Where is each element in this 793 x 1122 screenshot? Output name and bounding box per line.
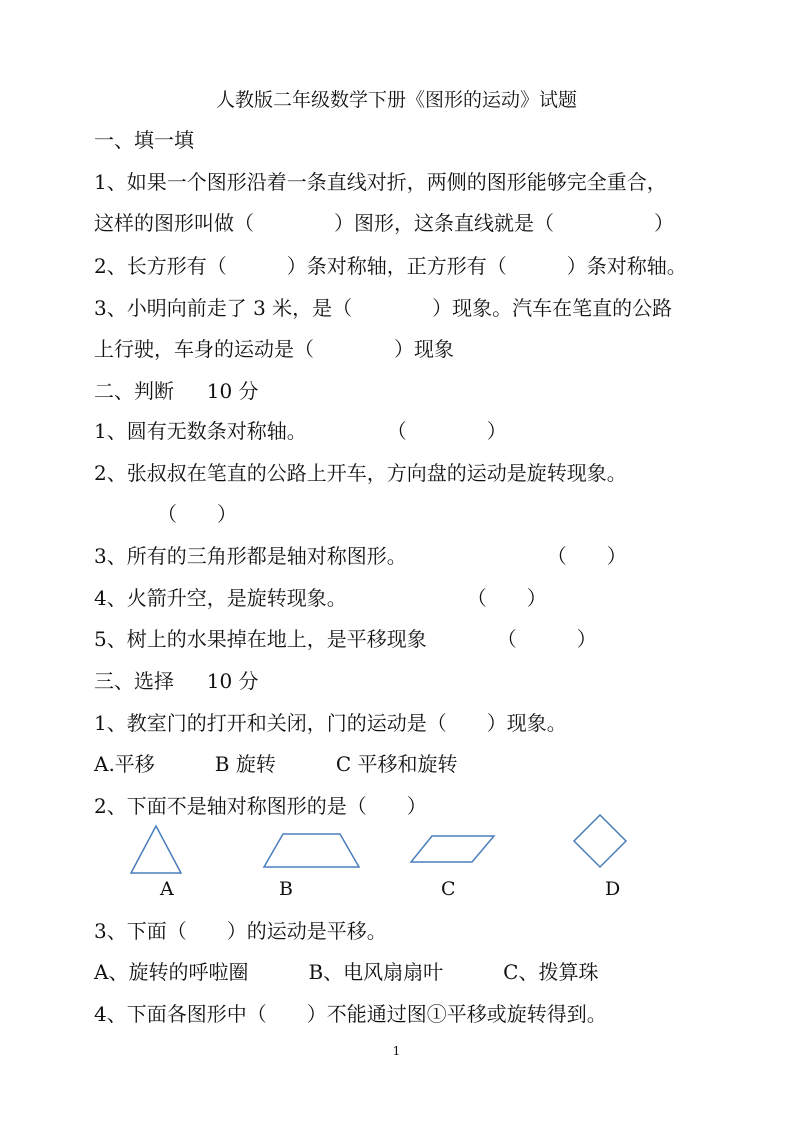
triangle-shape-a: [128, 824, 184, 876]
fill-question-1-line1: 1、如果一个图形沿着一条直线对折，两侧的图形能够完全重合，: [94, 170, 667, 194]
judge-question-1: 1、圆有无数条对称轴。 （ ）: [94, 419, 507, 443]
shape-label-d: D: [605, 878, 621, 900]
section-heading-judge: 二、判断 10 分: [94, 379, 259, 403]
judge-question-4: 4、火箭升空，是旋转现象。 （ ）: [94, 586, 547, 610]
fill-question-3-line1: 3、小明向前走了 3 米，是（ ）现象。汽车在笔直的公路: [94, 296, 673, 320]
shape-label-b: B: [279, 878, 293, 900]
fill-question-3-line2: 上行驶，车身的运动是（ ）现象: [94, 337, 454, 361]
trapezoid-shape-b: [261, 831, 363, 871]
choice-question-3-options: A、旋转的呼啦圈 B、电风扇扇叶 C、拨算珠: [94, 960, 599, 984]
choice-question-1-options: A.平移 B 旋转 C 平移和旋转: [94, 752, 458, 776]
fill-question-2: 2、长方形有（ ）条对称轴，正方形有（ ）条对称轴。: [94, 254, 687, 278]
section-heading-fill: 一、填一填: [94, 128, 194, 152]
judge-question-2-line1: 2、张叔叔在笔直的公路上开车，方向盘的运动是旋转现象。: [94, 461, 627, 485]
parallelogram-shape-c: [408, 833, 498, 865]
choice-question-3: 3、下面（ ）的运动是平移。: [94, 919, 387, 943]
judge-question-5: 5、树上的水果掉在地上，是平移现象 （ ）: [94, 627, 597, 651]
page-number: 1: [392, 1044, 401, 1058]
judge-question-3: 3、所有的三角形都是轴对称图形。 （ ）: [94, 544, 627, 568]
section-heading-choice: 三、选择 10 分: [94, 669, 259, 693]
shape-label-c: C: [441, 878, 456, 900]
choice-question-1: 1、教室门的打开和关闭，门的运动是（ ）现象。: [94, 711, 567, 735]
diamond-shape-d: [571, 812, 629, 870]
fill-question-1-line2: 这样的图形叫做（ ）图形，这条直线就是（ ）: [94, 211, 674, 235]
choice-question-2: 2、下面不是轴对称图形的是（ ）: [94, 794, 427, 818]
judge-question-2-line2: （ ）: [157, 502, 237, 526]
page-title: 人教版二年级数学下册《图形的运动》试题: [215, 89, 577, 111]
shape-label-a: A: [160, 878, 174, 900]
choice-question-4: 4、下面各图形中（ ）不能通过图①平移或旋转得到。: [94, 1002, 607, 1026]
